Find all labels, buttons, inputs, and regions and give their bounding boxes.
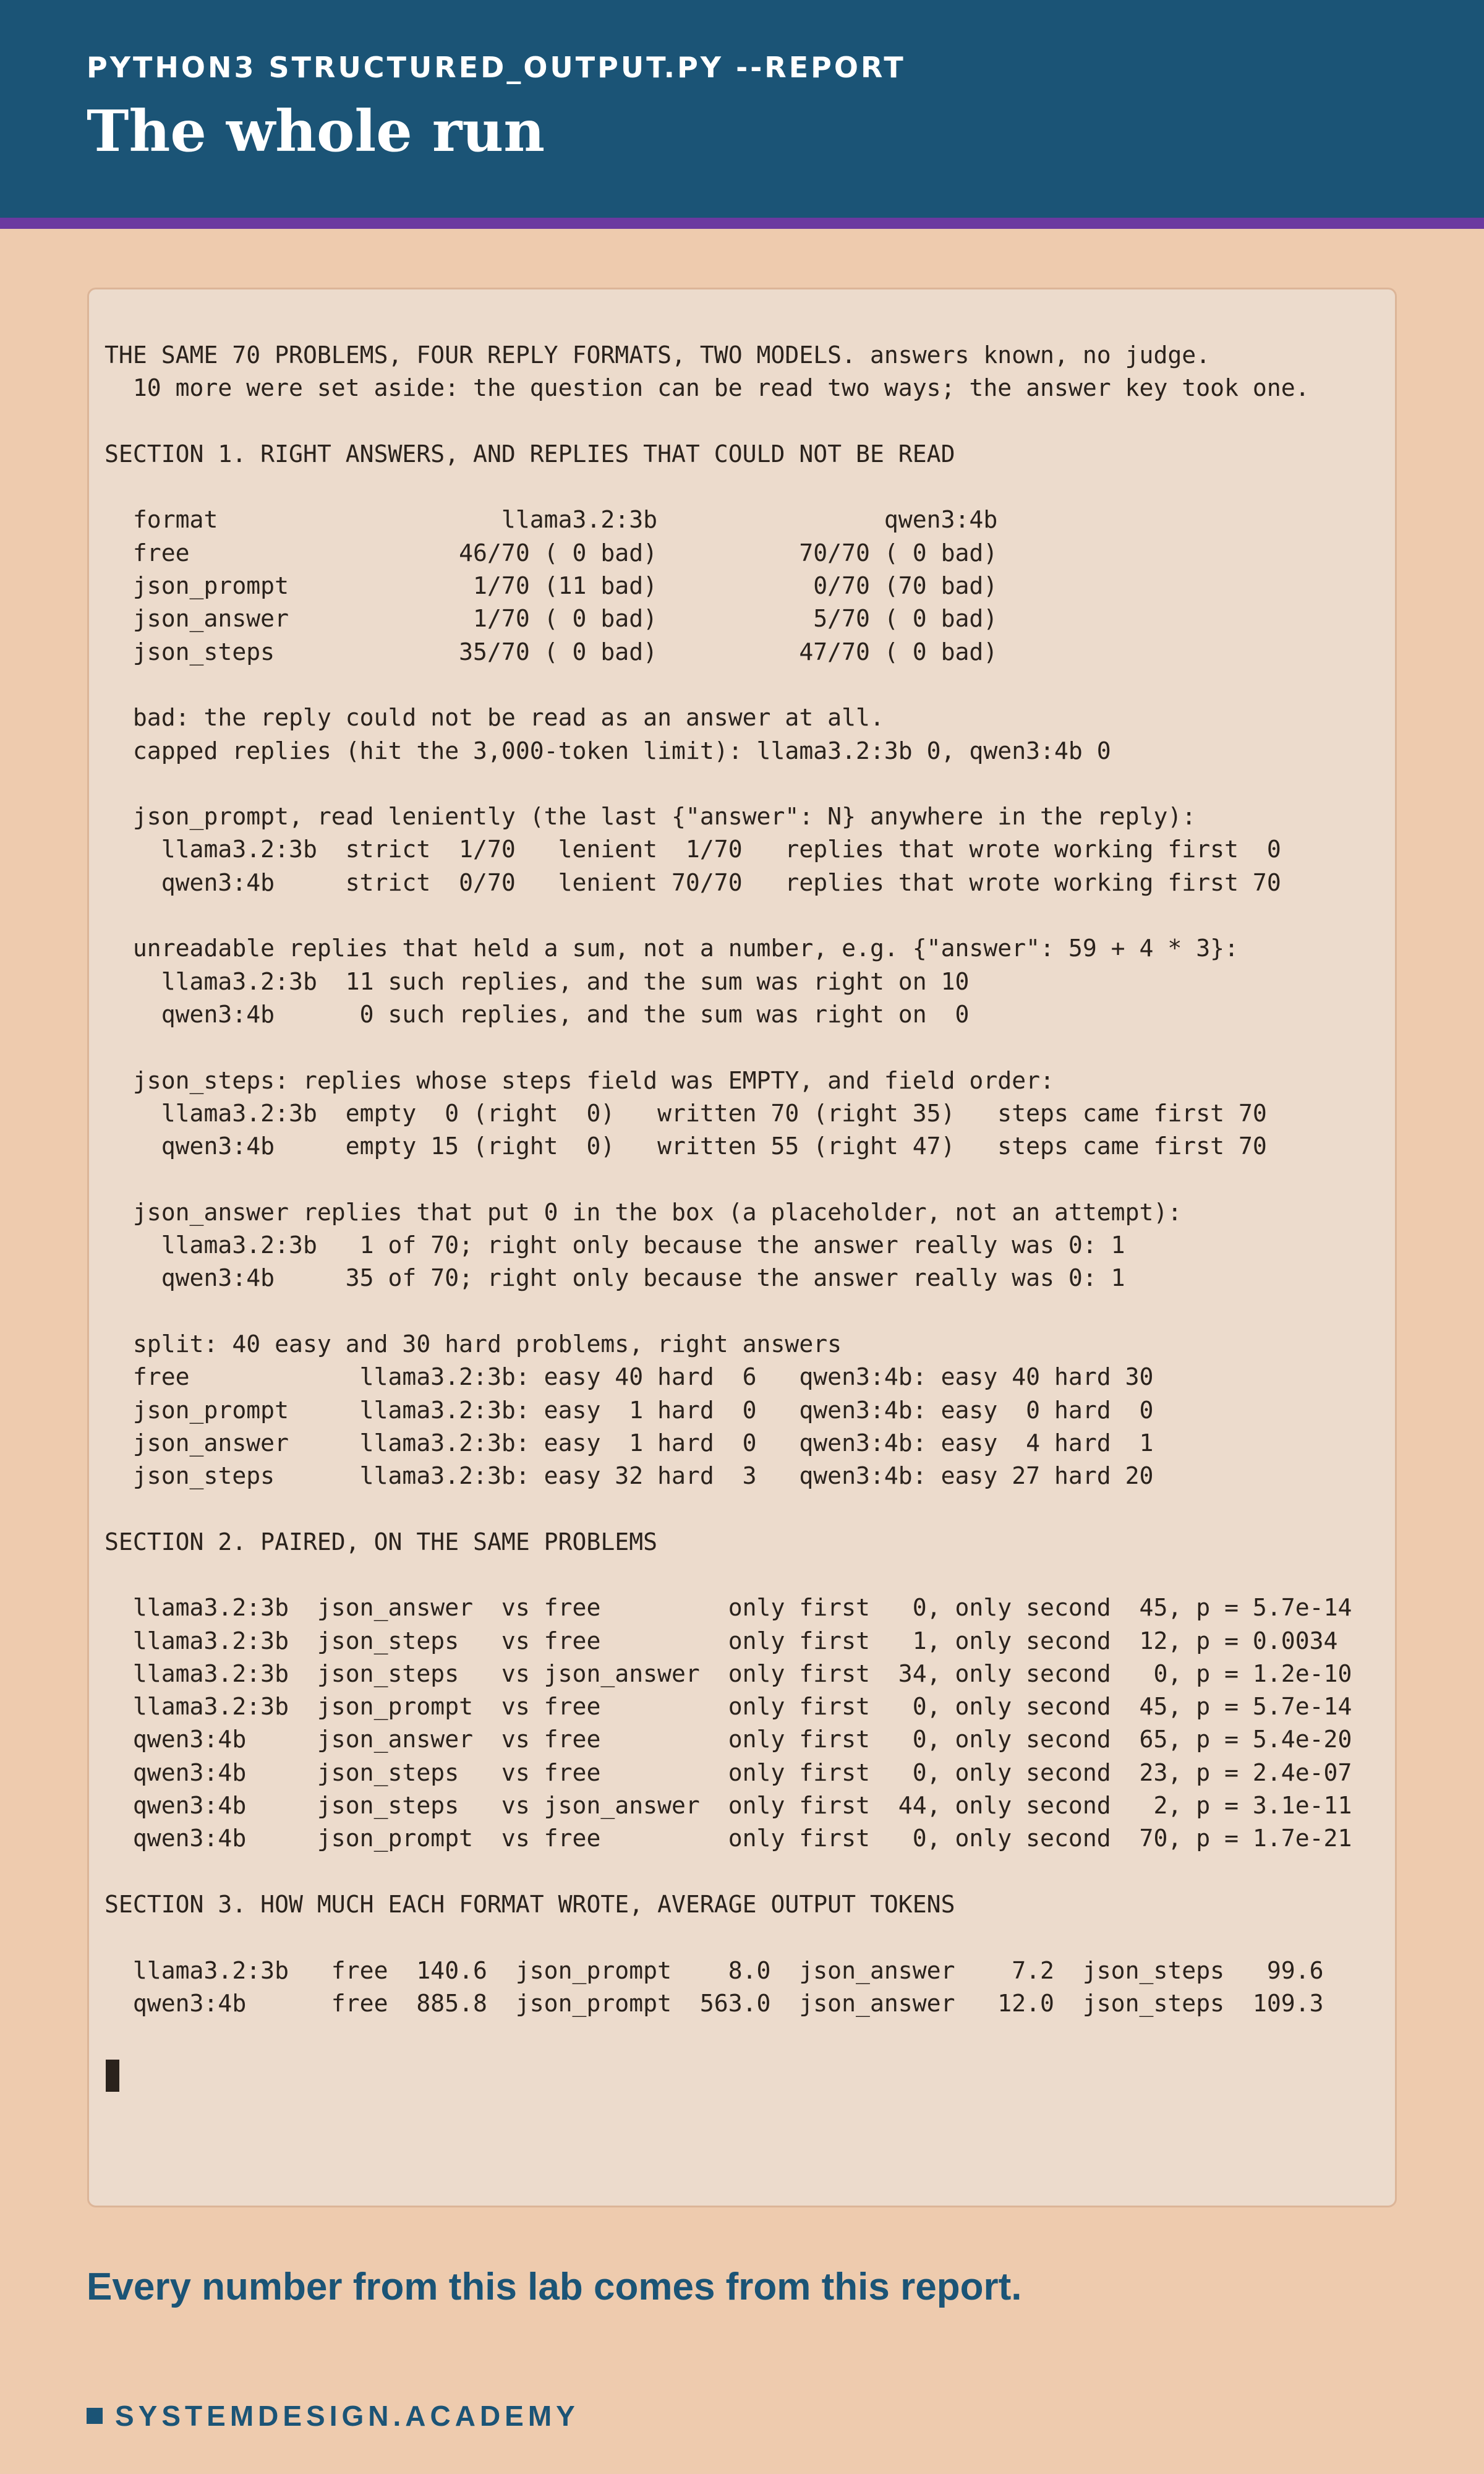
terminal-line: capped replies (hit the 3,000-token limit): llama3.2:3b 0, qwen3:4b 0 — [104, 737, 1111, 764]
terminal-line: llama3.2:3b json_prompt vs free only first 0, only second 45, p = 5.7e-14 — [104, 1693, 1352, 1721]
terminal-line: bad: the reply could not be read as an answer at all. — [104, 704, 884, 732]
terminal-line — [104, 1031, 1352, 1064]
terminal-output — [104, 339, 1352, 2020]
terminal-line: json_answer replies that put 0 in the box (a placeholder, not an attempt): — [104, 1198, 1182, 1226]
terminal-line: qwen3:4b free 885.8 json_prompt 563.0 json_answer 12.0 json_steps 109.3 — [104, 1989, 1324, 2017]
terminal-line: json_answer 1/70 ( 0 bad) 5/70 ( 0 bad) — [104, 605, 998, 633]
terminal-line: qwen3:4b 0 such replies, and the sum was right on 0 — [104, 1000, 970, 1028]
terminal-line: format llama3.2:3b qwen3:4b — [104, 506, 998, 534]
terminal-line: json_steps 35/70 ( 0 bad) 47/70 ( 0 bad) — [104, 638, 998, 666]
terminal-line: qwen3:4b json_steps vs free only first 0, only second 23, p = 2.4e-07 — [104, 1758, 1352, 1786]
terminal-line: json_steps llama3.2:3b: easy 32 hard 3 qwen3:4b: easy 27 hard 20 — [104, 1462, 1154, 1490]
terminal-line: qwen3:4b json_answer vs free only first 0, only second 65, p = 5.4e-20 — [104, 1726, 1352, 1753]
terminal-line: llama3.2:3b json_answer vs free only first 0, only second 45, p = 5.7e-14 — [104, 1594, 1352, 1622]
header-divider — [0, 218, 1484, 229]
terminal-line: json_prompt 1/70 (11 bad) 0/70 (70 bad) — [104, 572, 998, 600]
brand-logo — [87, 2399, 579, 2433]
terminal-line: llama3.2:3b empty 0 (right 0) written 70 (right 35) steps came first 70 — [104, 1099, 1267, 1127]
terminal-line: llama3.2:3b strict 1/70 lenient 1/70 replies that wrote working first 0 — [104, 836, 1281, 863]
terminal-cursor — [106, 2060, 119, 2092]
terminal-panel[interactable] — [87, 288, 1397, 2207]
terminal-line — [104, 899, 1352, 932]
terminal-line: qwen3:4b json_prompt vs free only first 0, only second 70, p = 1.7e-21 — [104, 1825, 1352, 1852]
terminal-line: qwen3:4b strict 0/70 lenient 70/70 replies that wrote working first 70 — [104, 868, 1281, 896]
terminal-line — [104, 1921, 1352, 1954]
terminal-line: qwen3:4b empty 15 (right 0) written 55 (right 47) steps came first 70 — [104, 1132, 1267, 1160]
terminal-line — [104, 1559, 1352, 1591]
terminal-line: json_steps: replies whose steps field was EMPTY, and field order: — [104, 1066, 1054, 1094]
terminal-line: qwen3:4b 35 of 70; right only because the answer really was 0: 1 — [104, 1264, 1125, 1292]
terminal-line: unreadable replies that held a sum, not a number, e.g. {"answer": 59 + 4 * 3}: — [104, 935, 1239, 962]
terminal-line: SECTION 1. RIGHT ANSWERS, AND REPLIES THAT COULD NOT BE READ — [104, 440, 955, 468]
terminal-line: json_answer llama3.2:3b: easy 1 hard 0 qwen3:4b: easy 4 hard 1 — [104, 1429, 1154, 1457]
footer-note: Every number from this lab comes from this report. — [87, 2266, 1022, 2308]
page-title: The whole run — [87, 98, 545, 165]
terminal-line — [104, 405, 1352, 438]
brand-name: SYSTEMDESIGN.ACADEMY — [115, 2400, 579, 2432]
terminal-line — [104, 1492, 1352, 1525]
terminal-line — [104, 1163, 1352, 1196]
brand-square-icon — [87, 2408, 103, 2424]
terminal-line — [104, 768, 1352, 800]
terminal-line: SECTION 3. HOW MUCH EACH FORMAT WROTE, AVERAGE OUTPUT TOKENS — [104, 1890, 955, 1918]
terminal-line — [104, 471, 1352, 503]
terminal-line: json_prompt, read leniently (the last {"answer": N} anywhere in the reply): — [104, 803, 1196, 831]
terminal-line: llama3.2:3b free 140.6 json_prompt 8.0 json_answer 7.2 json_steps 99.6 — [104, 1956, 1324, 1984]
command-line: PYTHON3 STRUCTURED_OUTPUT.PY --REPORT — [87, 51, 906, 84]
terminal-line: qwen3:4b json_steps vs json_answer only first 44, only second 2, p = 3.1e-11 — [104, 1792, 1352, 1820]
terminal-line: llama3.2:3b json_steps vs json_answer only first 34, only second 0, p = 1.2e-10 — [104, 1659, 1352, 1687]
terminal-line: free llama3.2:3b: easy 40 hard 6 qwen3:4b: easy 40 hard 30 — [104, 1363, 1154, 1391]
terminal-line: llama3.2:3b 11 such replies, and the sum was right on 10 — [104, 967, 970, 995]
terminal-line: THE SAME 70 PROBLEMS, FOUR REPLY FORMATS, TWO MODELS. answers known, no judge. — [104, 341, 1211, 369]
terminal-line: json_prompt llama3.2:3b: easy 1 hard 0 qwen3:4b: easy 0 hard 0 — [104, 1396, 1154, 1424]
terminal-line — [104, 1856, 1352, 1888]
terminal-line: 10 more were set aside: the question can be read two ways; the answer key took one. — [104, 374, 1310, 402]
report-header — [0, 0, 1484, 218]
terminal-line: llama3.2:3b json_steps vs free only first 1, only second 12, p = 0.0034 — [104, 1627, 1338, 1654]
terminal-line: free 46/70 ( 0 bad) 70/70 ( 0 bad) — [104, 539, 998, 567]
terminal-line: SECTION 2. PAIRED, ON THE SAME PROBLEMS — [104, 1528, 658, 1556]
terminal-line — [104, 669, 1352, 701]
terminal-line: llama3.2:3b 1 of 70; right only because the answer really was 0: 1 — [104, 1231, 1125, 1259]
terminal-line: split: 40 easy and 30 hard problems, right answers — [104, 1330, 842, 1358]
terminal-line — [104, 1295, 1352, 1328]
